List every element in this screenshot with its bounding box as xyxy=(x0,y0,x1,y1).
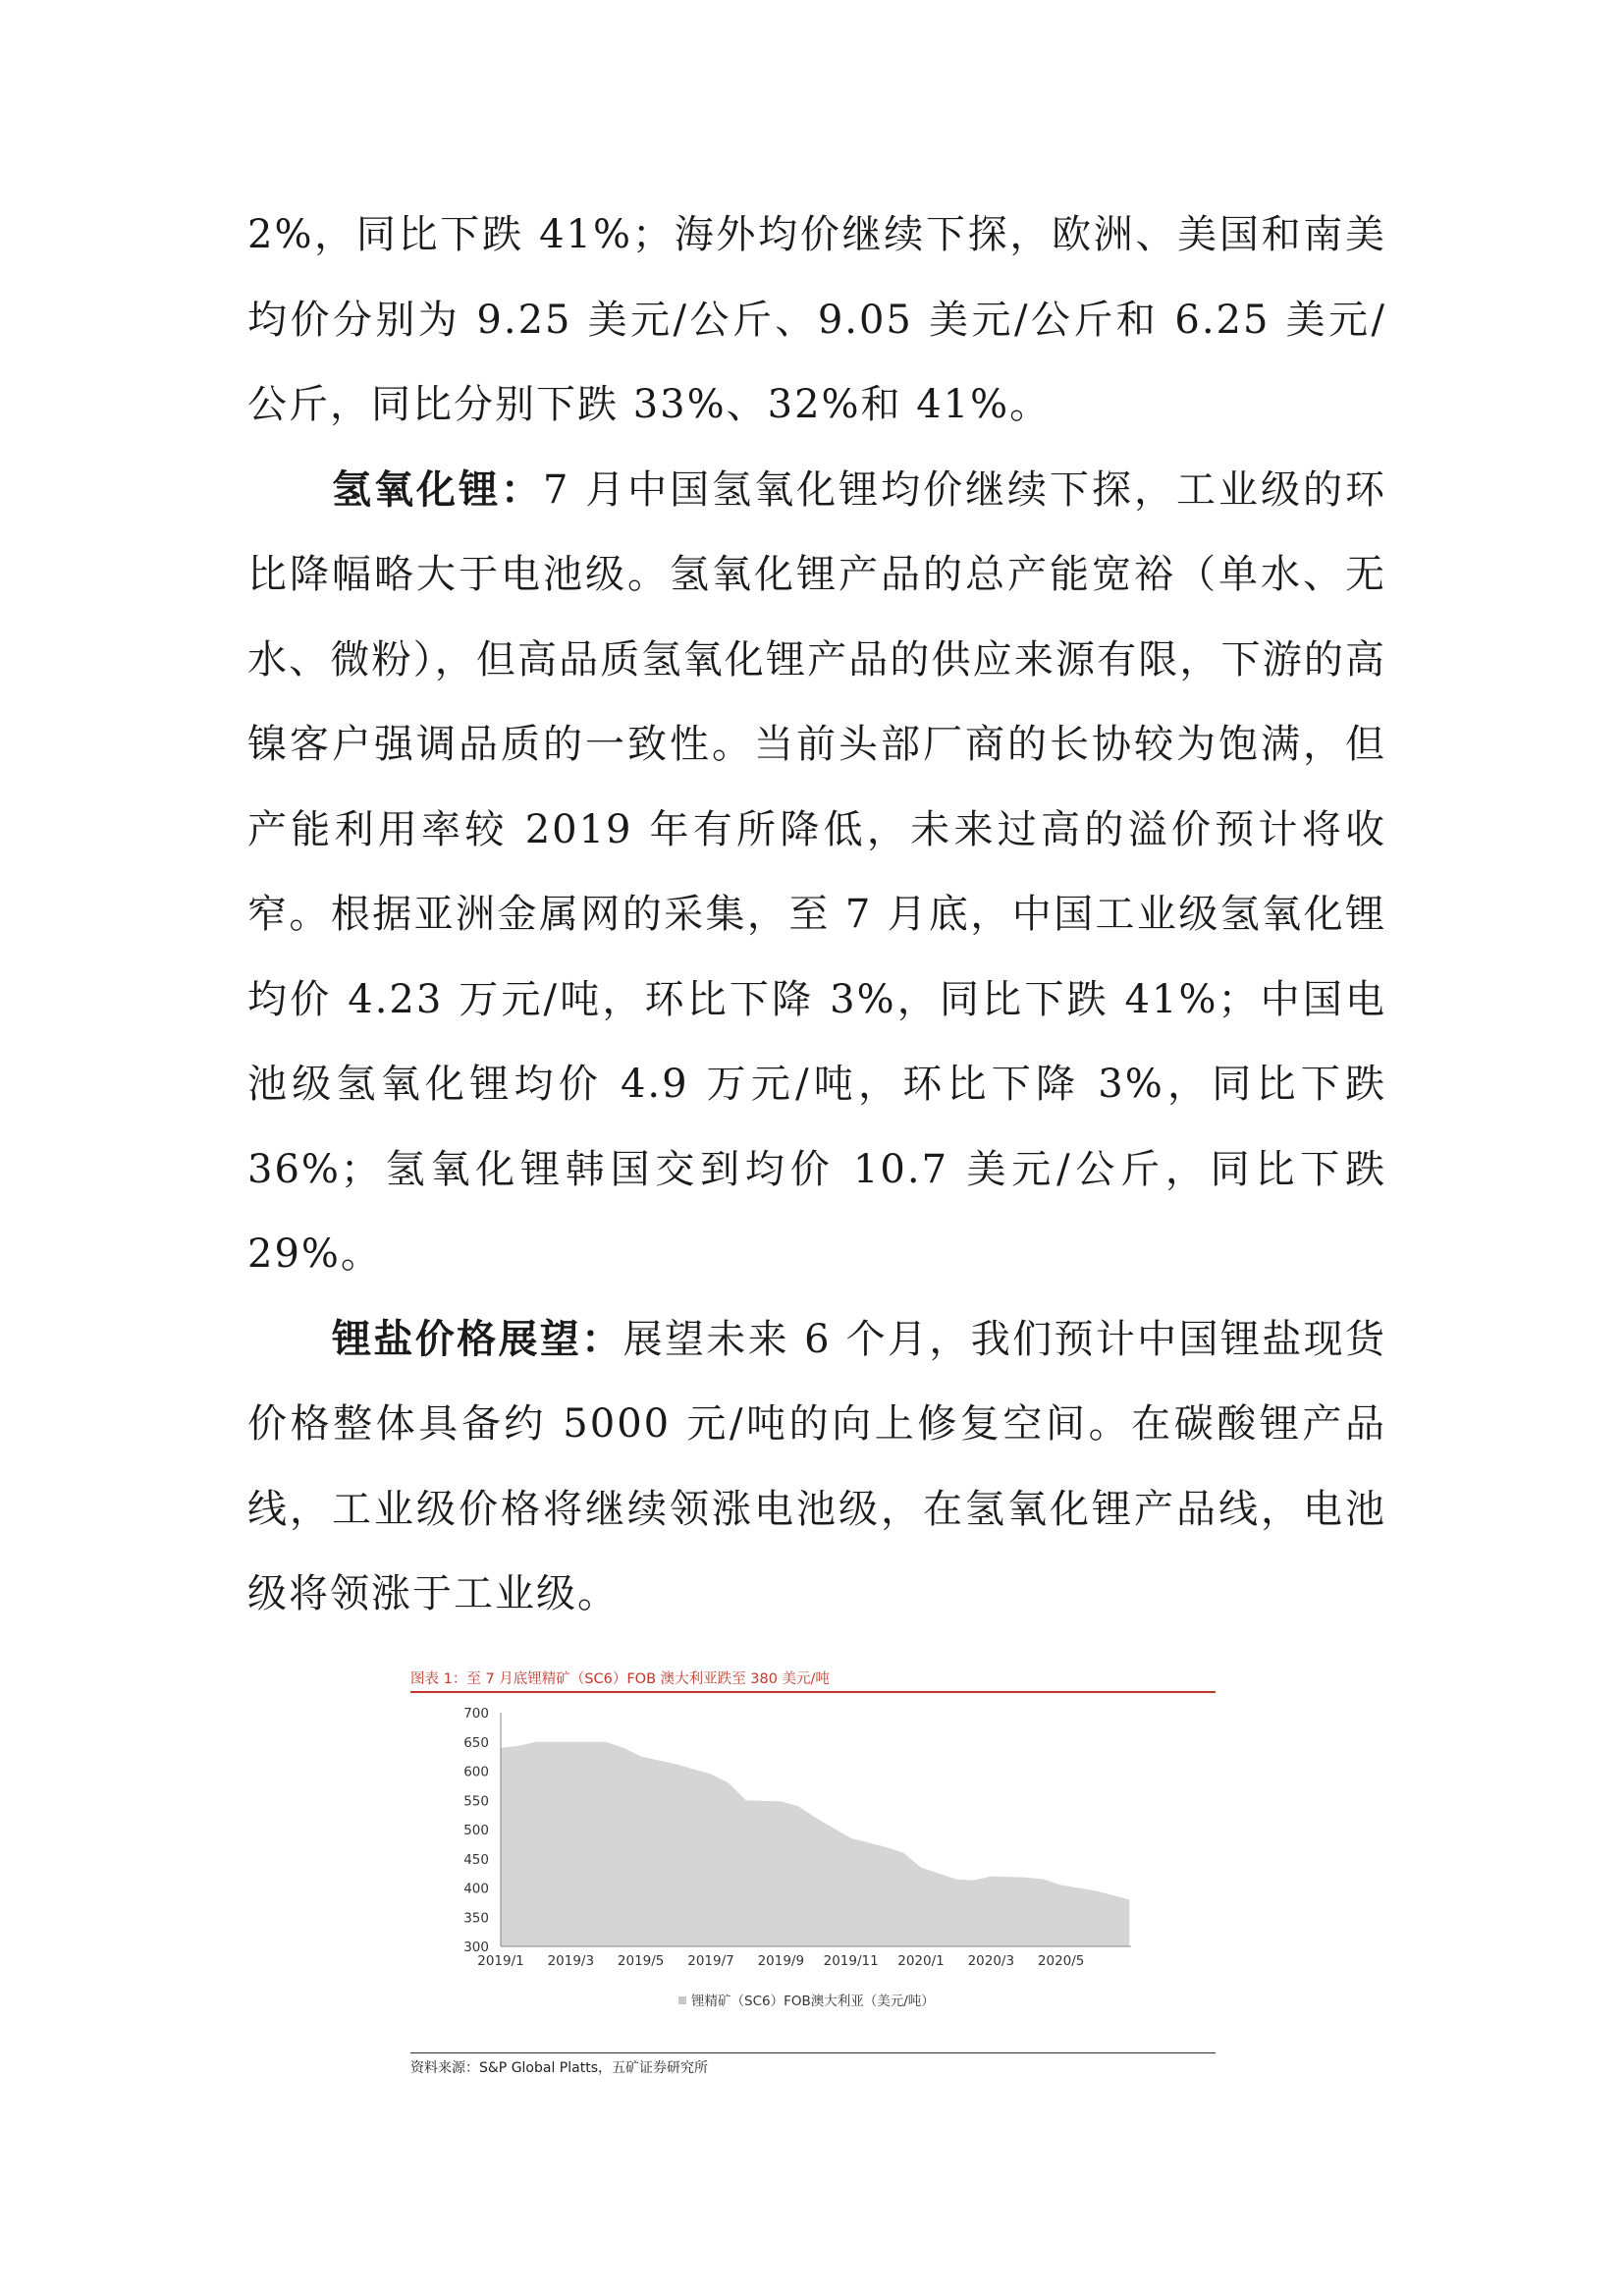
y-tick-label: 600 xyxy=(463,1764,489,1779)
x-tick-label: 2019/1 xyxy=(477,1952,524,1969)
y-tick-label: 350 xyxy=(463,1909,489,1926)
y-tick-label: 300 xyxy=(463,1939,489,1955)
paragraph-text-lithium-hydroxide: 7 月中国氢氧化锂均价继续下探，工业级的环比降幅略大于电池级。氢氧化锂产品的总产能宽裕（单水、无水、微粉），但高品质氢氧化锂产品的供应来源有限，下游的高镍客户强调品质的一致性。当前头部厂商的长协较为饱满，但产能利用率较 2019 年有所降低，未来过高的溢价预计将收窄。根据亚洲金属网的采集，至 7 月底，中国工业级氢氧化锂均价 4.23 万元/吨，环比下降 3%，同比下跌 41%；中国电池级氢氧化锂均价 4.9 万元/吨，环比下降 3%，同比下跌 36%；氢氧化锂韩国交到均价 10.7 美元/公斤，同比下跌 29%。 xyxy=(247,466,1386,1277)
y-tick-label: 550 xyxy=(463,1792,489,1809)
figure-title: 图表 1：至 7 月底锂精矿（SC6）FOB 澳大利亚跌至 380 美元/吨 xyxy=(410,1671,830,1687)
y-tick-label: 650 xyxy=(463,1734,489,1751)
x-tick-label: 2020/5 xyxy=(1037,1952,1085,1969)
body-text xyxy=(247,192,1386,1637)
paragraph-lithium-hydroxide xyxy=(247,448,1386,1297)
paragraph-1-text: 2%，同比下跌 41%；海外均价继续下探，欧洲、美国和南美均价分别为 9.25 美元/公斤、9.05 美元/公斤和 6.25 美元/公斤，同比分别下跌 33%、32%和 41%。 xyxy=(247,212,1386,427)
y-tick-label: 700 xyxy=(463,1705,489,1722)
y-tick-label: 450 xyxy=(463,1851,489,1868)
paragraph-lead-lithium-hydroxide: 氢氧化锂： xyxy=(332,466,543,513)
x-tick-label: 2020/1 xyxy=(897,1952,945,1969)
x-tick-label: 2020/3 xyxy=(967,1952,1015,1969)
y-tick-label: 500 xyxy=(463,1822,489,1838)
x-tick-label: 2019/3 xyxy=(547,1952,595,1969)
figure-bottom-rule xyxy=(410,2052,1216,2054)
figure-source: 资料来源：S&P Global Platts，五矿证券研究所 xyxy=(410,2060,708,2076)
x-tick-label: 2019/9 xyxy=(757,1952,805,1969)
area-chart xyxy=(410,1693,1216,2052)
paragraph-1 xyxy=(247,192,1386,448)
x-tick-label: 2019/5 xyxy=(617,1952,665,1969)
series-area xyxy=(501,1741,1129,1945)
paragraph-price-outlook xyxy=(247,1297,1386,1637)
legend-label: 锂精矿（SC6）FOB澳大利亚（美元/吨） xyxy=(691,1993,935,2009)
y-tick-label: 400 xyxy=(463,1881,489,1896)
legend-marker xyxy=(678,1996,686,2004)
paragraph-lead-price-outlook: 锂盐价格展望： xyxy=(332,1316,623,1362)
paragraph-text-price-outlook: 展望未来 6 个月，我们预计中国锂盐现货价格整体具备约 5000 元/吨的向上修复空间。在碳酸锂产品线，工业级价格将继续领涨电池级，在氢氧化锂产品线，电池级将领涨于工业级。 xyxy=(247,1316,1386,1616)
x-tick-label: 2019/7 xyxy=(687,1952,734,1969)
figure-1 xyxy=(410,1669,1216,2077)
x-tick-label: 2019/11 xyxy=(823,1952,879,1969)
